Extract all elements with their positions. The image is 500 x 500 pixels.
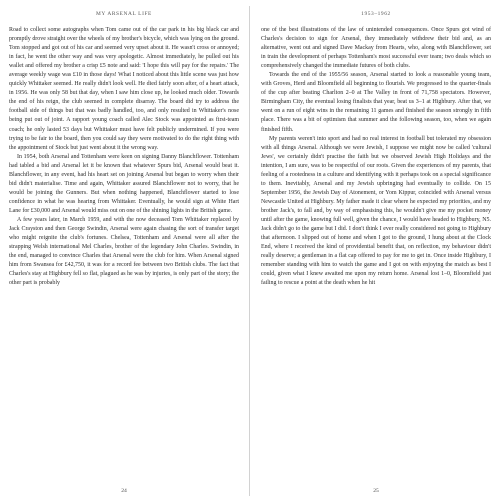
running-head: 1953–1962 [361,11,391,17]
body-text [9,26,239,288]
right-page [261,8,491,494]
body-text [261,26,491,288]
paragraph: one of the best illustrations of the law of unintended consequences. Once Spurs got wind of Charles's decision to sign for Arsenal, they immediately withdrew their bid and, as an alternative, went out and signed Dave Mackay from Hearts, who, along with Blanchflower, set in train the development of perhaps Tottenham's most successful ever team; two deals which so comprehensively changed the immediate futures of both clubs. [261,27,491,70]
gutter-divider [249,6,250,496]
paragraph: In 1954, both Arsenal and Tottenham were keen on signing Danny Blanchflower. Tottenham had tabled a bid and Arsenal let it be known that whatever Spurs bid, Arsenal would beat it. Blanchflower, in any event, had his heart set on joining Arsenal but began to worry when their bid didn't materialise. Time and again, Whittaker assured Blanchflower not to worry, that he would be joining the Gunners. But when nothing happened, Blanchflower started to lose confidence in what he was hearing from Whittaker. Eventually, he would sign at White Hart Lane for £30,000 and Arsenal would miss out on one of the shining lights in the British game. [9,153,239,214]
running-head: MY ARSENAL LIFE [96,11,152,17]
paragraph: Road to collect some autographs when Tom came out of the car park in his big black car and promptly drove straight over the wheels of my brother's bicycle, which was lying on the ground. Tom stopped and got out of his car and seemed very upset about it. He wasn't cross or annoyed; in fact, he went the other way and was very apologetic. Almost immediately, he pulled out his wallet and offered my brother a crisp £5 note and said: 'I hope this will pay for the repairs.' The average weekly wage was £10 in those days! What I noticed about this little scene was just how quickly Whittaker seemed. He really didn't look well. He died fairly soon after, of a heart attack, in 1956. He was only 58 but that day, when I saw him close up, he looked much older. Towards the end of his reign, the club seemed in complete disarray. The board did try to address the football side of things but that was badly handled, too, and only resulted in Whittaker's nose being put out of joint. A rapport young coach called Alec Stock was appointed as first-team coach; he only lasted 53 days but Whittaker must have felt publicly undermined. If you were trying to be fair to the board, then you could say they were motivated to do the right thing with the appointment of Stock but just went about it the wrong way. [9,27,239,151]
page-number: 25 [373,488,379,494]
page-number: 24 [121,488,127,494]
paragraph: Towards the end of the 1955/56 season, Arsenal started to look a reasonable young team, with Groves, Herd and Bloomfield all beginning to flourish. We progressed to the quarter-finals of the cup after beating Charlton 2–0 at The Valley in front of 71,758 spectators. However, Birmingham City, the eventual losing finalists that year, beat us 3–1 at Highbury. After that, we went on a run of eight wins in the remaining 11 games and finished the season strongly in fifth place. There was a bit of optimism that summer and the following season, too, when we again finished fifth. [261,72,491,133]
paragraph: A few years later, in March 1959, and with the now deceased Tom Whittaker replaced by Jack Crayston and then George Swindin, Arsenal were again chasing the sort of transfer target who might reignite the club's fortunes. Chelsea, Tottenham and Arsenal were all after the strapping Welsh international Mel Charles, brother of the legendary John Charles. Swindin, in the end, managed to convince Charles that Arsenal were the club for him. When Arsenal signed him from Swansea for £42,750, it was for a record fee between two British clubs. The fact that Charles's stay at Highbury fell so flat, plagued as he was by injuries, is only part of the story; the other part is probably [9,216,239,287]
left-page [9,8,239,494]
paragraph: My parents weren't into sport and had no real interest in football but tolerated my obsession with all things Arsenal. Although we were Jewish, I suppose we might now be called 'cultural Jews', we certainly didn't practise the faith but we observed Jewish High Holidays and the intention, I am sure, was to be respectful of our roots. Given the experiences of my parents, that feeling of a rootedness in a culture and identifying with it perhaps took on a special significance to them. Inevitably, Arsenal and my Jewish upbringing had eventually to collide. On 15 September 1956, the Jewish Day of Atonement, or Yom Kippur, coincided with Arsenal versus Newcastle United at Highbury. My father made it clear where he expected my priorities, and my brother Jack's, to fall and, by way of emphasising this, he wouldn't give me my pocket money until after the game, knowing full well, given the chance, I would have headed to Highbury, N5. Jack didn't go to the game but I did. I don't think I ever really considered not going to Highbury that afternoon. I slipped out of home and when I got to the ground, I hung about at the Clock End, where I received the kind of providential benefit that, on reflection, my behaviour didn't really deserve; a gentleman in a flat cap offered to pay for me to get in. Once inside Highbury, I remember standing with him to watch the game and I got on with enjoying the match as best I could, given what I knew awaited me upon my return home. Arsenal lost 1–0, Bloomfield just failing to rescue a point at the death when he hit [261,135,491,287]
